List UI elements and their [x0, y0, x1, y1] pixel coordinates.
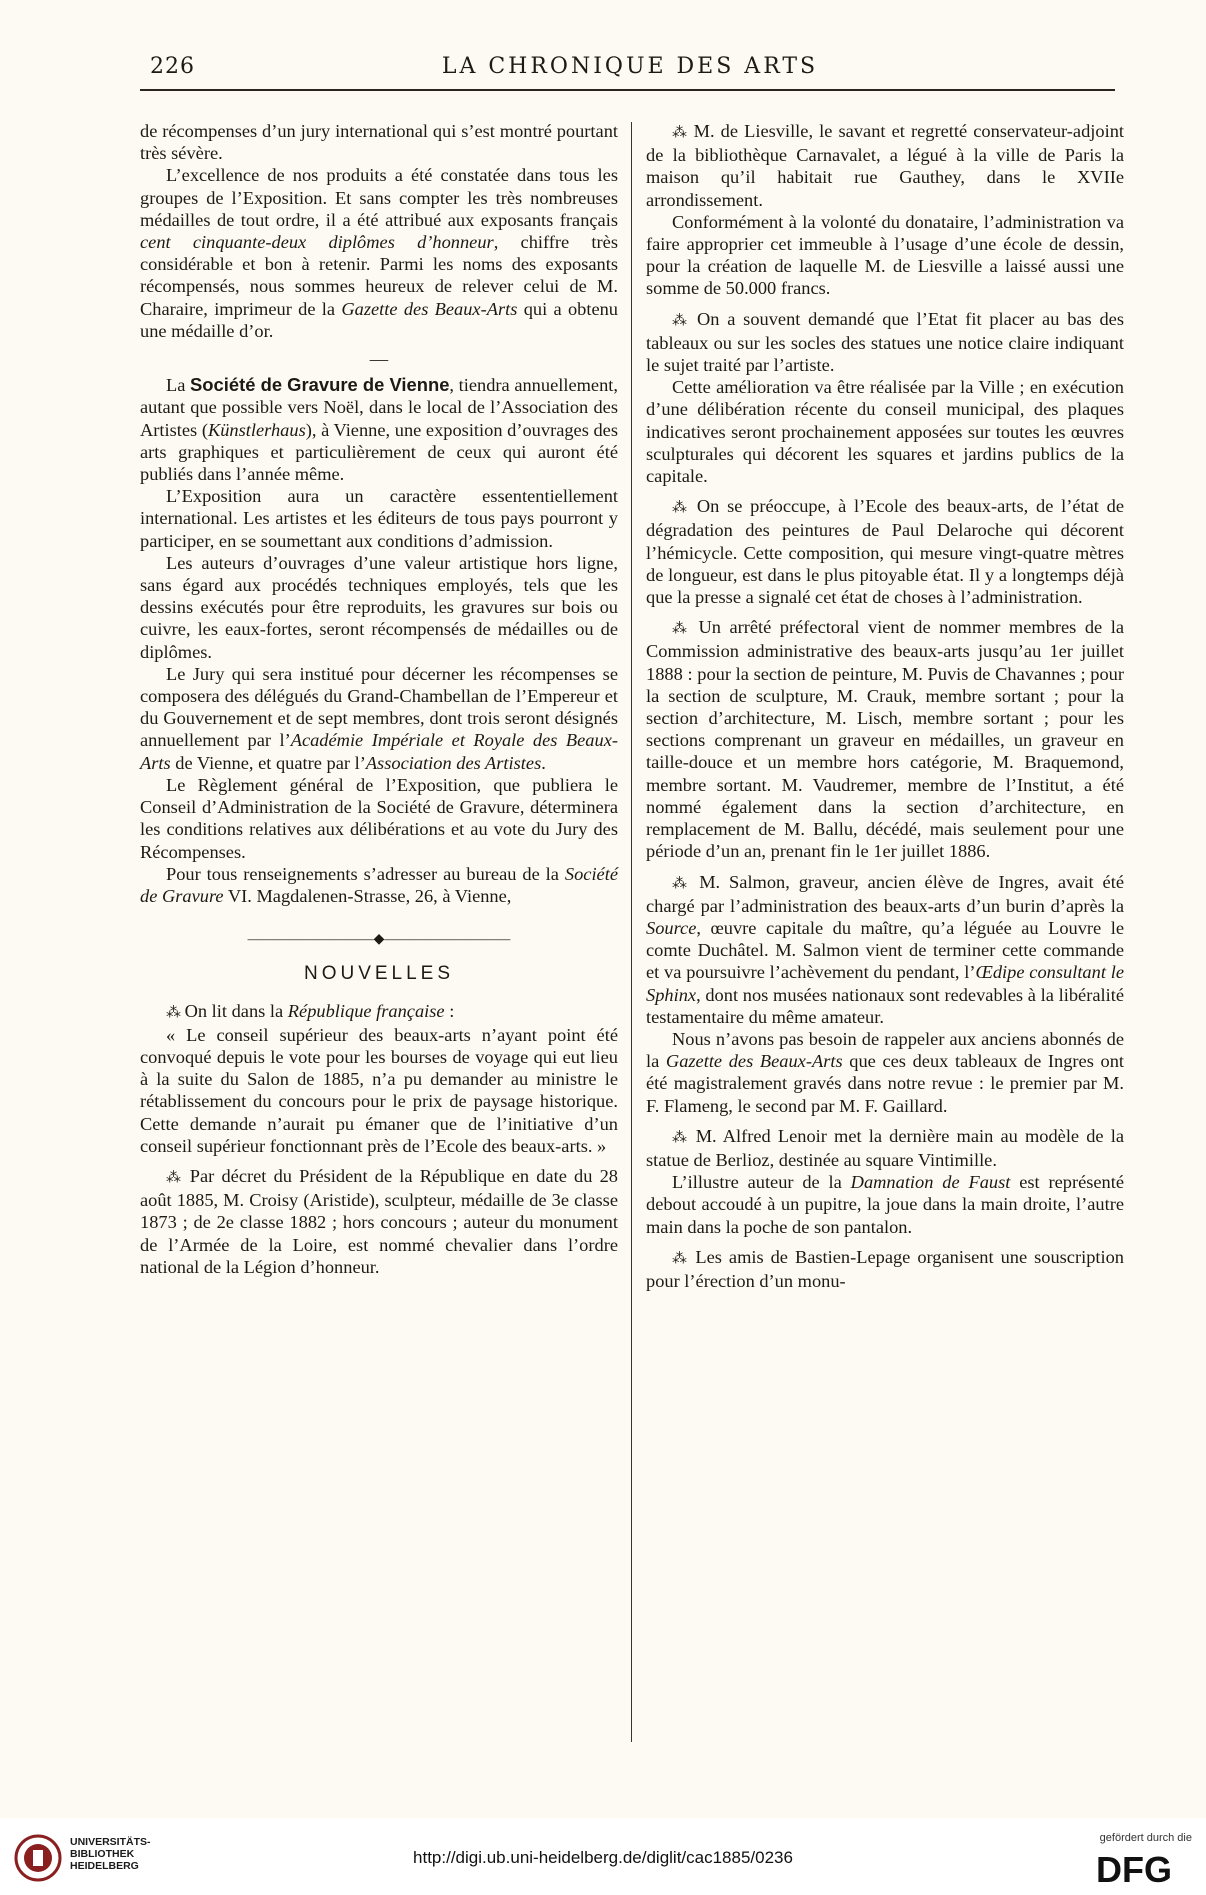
- left-column: [140, 120, 618, 1278]
- paragraph: L’Exposition aura un caractère essententiellement international. Les artistes et les éditeurs de tous pays pourront y participer, en se soumettant aux conditions d’admission.: [140, 486, 618, 551]
- paragraph: La Société de Gravure de Vienne, tiendra annuellement, autant que possible vers Noël, dans le local de l’Association des Artistes (Künstlerhaus), à Vienne, une exposition d’ouvrages des arts graphiques et particulièrement de ceux qui auront été publiés dans l’année même.: [140, 374, 619, 485]
- permalink-url[interactable]: http://digi.ub.uni-heidelberg.de/diglit/cac1885/0236: [413, 1848, 793, 1867]
- ornament-divider: —————————◆—————————: [247, 932, 511, 948]
- news-item: ⁂ Les amis de Bastien-Lepage organisent une souscription pour l’érection d’un monu-: [646, 1246, 1125, 1291]
- asterism-icon: ⁂: [166, 1004, 180, 1021]
- asterism-icon: ⁂: [672, 1129, 689, 1146]
- asterism-icon: ⁂: [672, 875, 691, 892]
- news-item: ⁂ Par décret du Président de la République en date du 28 août 1885, M. Croisy (Aristide), sculpteur, médaille de 3e classe 1873 ; de 2e classe 1882 ; hors concours ; auteur du monument de l’Armée de la Loire, est nommé chevalier dans l’ordre national de la Légion d’honneur.: [140, 1165, 619, 1277]
- running-title: LA CHRONIQUE DES ARTS: [441, 54, 819, 79]
- paragraph: Le Jury qui sera institué pour décerner les récompenses se composera des délégués du Grand-Chambellan de l’Empereur et du Gouvernement et de sept membres, dont trois seront désignés annuellement par l’Académie Impériale et Royale des Beaux-Arts de Vienne, et quatre par l’Association des Artistes.: [140, 663, 618, 773]
- asterism-icon: ⁂: [672, 1250, 689, 1267]
- asterism-icon: ⁂: [672, 621, 690, 638]
- paragraph: Cette amélioration va être réalisée par la Ville ; en exécution d’une délibération récente du conseil municipal, des plaques indicatives seront prochainement apposées sur toutes les œuvres sculpturales qui décorent les squares et jardins publics de la capitale.: [646, 377, 1124, 487]
- asterism-icon: ⁂: [672, 125, 688, 141]
- right-column: [646, 120, 1124, 1292]
- paragraph: L’illustre auteur de la Damnation de Faust est représenté debout accoudé à un pupitre, la joue dans la main droite, l’autre main dans la poche de son pantalon.: [646, 1172, 1125, 1237]
- separator-dash: —: [369, 349, 389, 370]
- viewer-footer: [0, 1818, 1206, 1895]
- news-item: ⁂ M. de Liesville, le savant et regretté conservateur-adjoint de la bibliothèque Carnavalet, a légué à la ville de Paris la maison qu’il habitait rue Gauthey, dans le XVIIe arrondissement.: [646, 121, 1124, 210]
- section-title: NOUVELLES: [303, 963, 455, 985]
- news-item: ⁂ On a souvent demandé que l’Etat fit placer au bas des tableaux ou sur les socles des statues une notice claire indiquant le sujet traité par l’artiste.: [646, 308, 1124, 376]
- news-item: ⁂ Un arrêté préfectoral vient de nommer membres de la Commission administrative des beaux-arts jusqu’au 1er juillet 1888 : pour la section de peinture, M. Puvis de Chavannes ; pour la section de sculpture, M. Crauk, membre sortant ; pour la section d’architecture, M. Lisch, membre sortant ; pour les sections comprenant un graveur en médailles, un graveur en taille-douce et un membre hors catégorie, M. Braquemond, membre sortant. M. Vaudremer, membre de l’Institut, a été nommé également dans la section d’architecture, en remplacement de M. Ballu, décédé, mais seulement pour une période d’un an, prenant fin le 1er juillet 1886.: [646, 617, 1124, 862]
- news-item: ⁂ On lit dans la République française :: [166, 1000, 455, 1021]
- paragraph: de récompenses d’un jury international qui s’est montré pourtant très sévère.: [140, 121, 618, 164]
- header-rule: [140, 89, 1115, 91]
- paragraph: Conformément à la volonté du donataire, l’administration va faire approprier cet immeuble à l’usage d’une école de dessin, pour la création de laquelle M. de Liesville a laissé aussi une somme de 50.000 francs.: [646, 211, 1124, 299]
- dfg-logo-text: DFG: [1096, 1849, 1172, 1886]
- page-number: 226: [150, 54, 195, 79]
- quote: « Le conseil supérieur des beaux-arts n’ayant point été convoqué depuis le vote pour les bourses de voyage qui eut lieu à la suite du Salon de 1885, n’a pu demander au ministre le rétablissement du concours pour le prix de paysage historique. Cette demande n’aurait pu émaner que de l’initiative d’un conseil supérieur fonctionnant près de l’Ecole des beaux-arts. »: [140, 1024, 618, 1156]
- asterism-icon: ⁂: [672, 312, 690, 329]
- news-item: ⁂ On se préoccupe, à l’Ecole des beaux-arts, de l’état de dégradation des peintures de Paul Delaroche qui décorent l’hémicycle. Cette composition, qui mesure vingt-quatre mètres de longueur, est dans le plus pitoyable état. Il y a longtemps déjà que la presse a signalé cet état de choses à l’administration.: [646, 496, 1124, 608]
- paragraph: Le Règlement général de l’Exposition, que publiera le Conseil d’Administration de la Société de Gravure, déterminera les conditions relatives aux délibérations et au vote du Jury des Récompenses.: [140, 774, 618, 862]
- page-header: [140, 48, 1120, 84]
- funding-note: gefördert durch die: [1099, 1832, 1192, 1844]
- news-item: ⁂ M. Salmon, graveur, ancien élève de Ingres, avait été chargé par l’administration des beaux-arts d’un burin d’après la Source, œuvre capitale du maître, qu’a léguée au Louvre le comte Duchâtel. M. Salmon vient de terminer cette commande et va poursuivre l’achèvement du pendant, l’Œdipe consultant le Sphinx, dont nos musées nationaux sont redevables à la libéralité testamentaire du même amateur.: [646, 871, 1124, 1027]
- paragraph: Nous n’avons pas besoin de rappeler aux anciens abonnés de la Gazette des Beaux-Arts que ces deux tableaux de Ingres ont été magistralement gravés dans notre revue : le premier par M. F. Flameng, le second par M. F. Gaillard.: [646, 1028, 1124, 1116]
- paragraph: Pour tous renseignements s’adresser au bureau de la Société de Gravure VI. Magdalenen-Strasse, 26, à Vienne,: [140, 863, 618, 906]
- paragraph: Les auteurs d’ouvrages d’une valeur artistique hors ligne, sans égard aux procédés techniques employés, tels que les dessins exécutés pour être reproduits, les gravures sur bois ou cuivre, les eaux-fortes, seront récompensés de médailles ou de diplômes.: [140, 552, 618, 662]
- library-logo-text: UNIVERSITÄTS- BIBLIOTHEK HEIDELBERG: [70, 1836, 151, 1872]
- asterism-icon: ⁂: [672, 500, 690, 517]
- column-divider: [631, 122, 632, 1742]
- dfg-logo-icon: [1096, 1848, 1192, 1886]
- paragraph: L’excellence de nos produits a été constatée dans tous les groupes de l’Exposition. Et sans compter les très nombreuses médailles de tout ordre, il a été attribué aux exposants français cent cinquante-deux diplômes d’honneur, chiffre très considérable et bon à retenir. Parmi les noms des exposants récompensés, nous sommes heureux de relever celui de M. Charaire, imprimeur de la Gazette des Beaux-Arts qui a obtenu une médaille d’or.: [140, 165, 618, 341]
- asterism-icon: ⁂: [166, 1169, 183, 1186]
- news-item: ⁂ M. Alfred Lenoir met la dernière main au modèle de la statue de Berlioz, destinée au square Vintimille.: [646, 1125, 1124, 1170]
